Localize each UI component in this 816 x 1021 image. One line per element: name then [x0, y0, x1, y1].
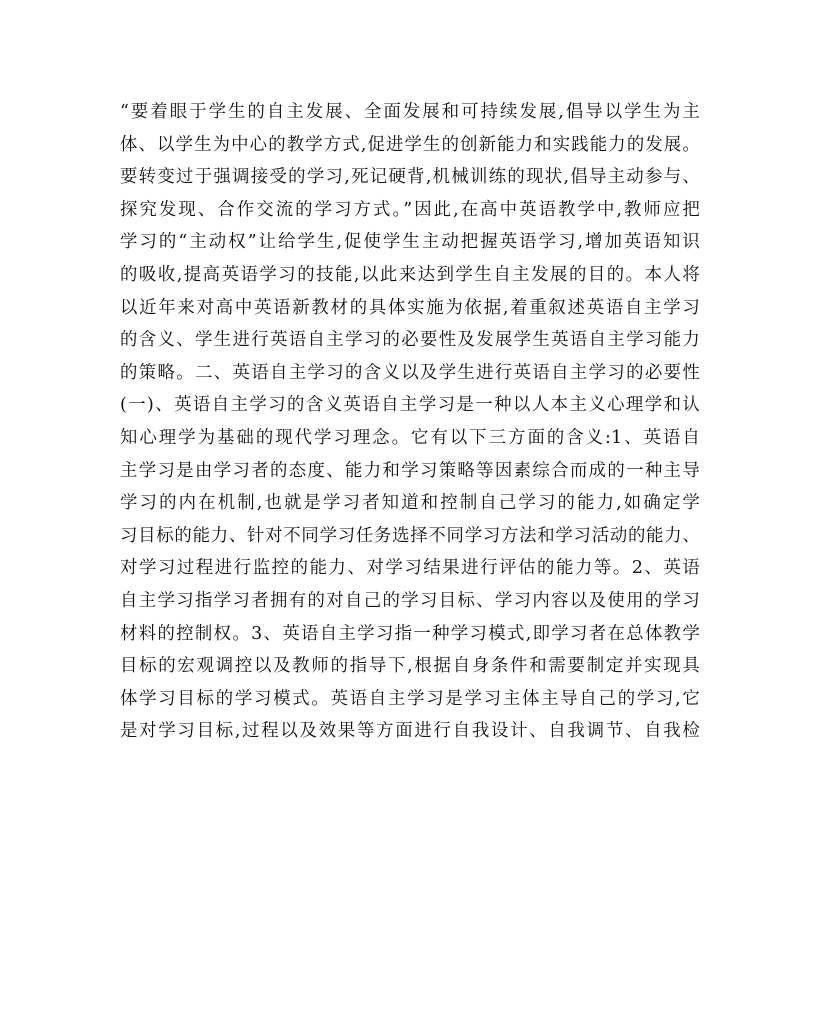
text-line: 目标的宏观调控以及教师的指导下,根据自身条件和需要制定并实现具: [120, 656, 700, 677]
text-line: 要转变过于强调接受的学习,死记硬背,机械训练的现状,倡导主动参与、: [120, 167, 700, 188]
text-line: 探究发现、合作交流的学习方式。”因此,在高中英语教学中,教师应把: [120, 199, 700, 220]
text-line: 主学习是由学习者的态度、能力和学习策略等因素综合而成的一种主导: [120, 460, 700, 481]
text-line: 体学习目标的学习模式。英语自主学习是学习主体主导自己的学习,它: [120, 688, 700, 709]
text-line: 材料的控制权。3、英语自主学习指一种学习模式,即学习者在总体教学: [120, 623, 700, 644]
text-line: 对学习过程进行监控的能力、对学习结果进行评估的能力等。2、英语: [120, 558, 700, 579]
text-line: 知心理学为基础的现代学习理念。它有以下三方面的含义:1、英语自: [120, 427, 700, 448]
text-line: 学习的“主动权”让给学生,促使学生主动把握英语学习,增加英语知识: [120, 232, 700, 253]
text-line: “要着眼于学生的自主发展、全面发展和可持续发展,倡导以学生为主: [120, 102, 700, 122]
text-line: 自主学习指学习者拥有的对自己的学习目标、学习内容以及使用的学习: [120, 590, 700, 611]
text-line: 习目标的能力、针对不同学习任务选择不同学习方法和学习活动的能力、: [120, 525, 700, 546]
body-text: [120, 96, 700, 748]
text-line: (一)、英语自主学习的含义英语自主学习是一种以人本主义心理学和认: [120, 395, 700, 416]
text-line: 的吸收,提高英语学习的技能,以此来达到学生自主发展的目的。本人将: [120, 264, 700, 285]
text-line: 学习的内在机制,也就是学习者知道和控制自己学习的能力,如确定学: [120, 493, 700, 514]
text-line: 的含义、学生进行英语自主学习的必要性及发展学生英语自主学习能力: [120, 330, 700, 351]
text-line: 体、以学生为中心的教学方式,促进学生的创新能力和实践能力的发展。: [120, 134, 700, 155]
text-line: 以近年来对高中英语新教材的具体实施为依据,着重叙述英语自主学习: [120, 297, 700, 318]
text-line: 是对学习目标,过程以及效果等方面进行自我设计、自我调节、自我检: [120, 721, 700, 742]
text-line: 的策略。二、英语自主学习的含义以及学生进行英语自主学习的必要性: [120, 362, 700, 383]
